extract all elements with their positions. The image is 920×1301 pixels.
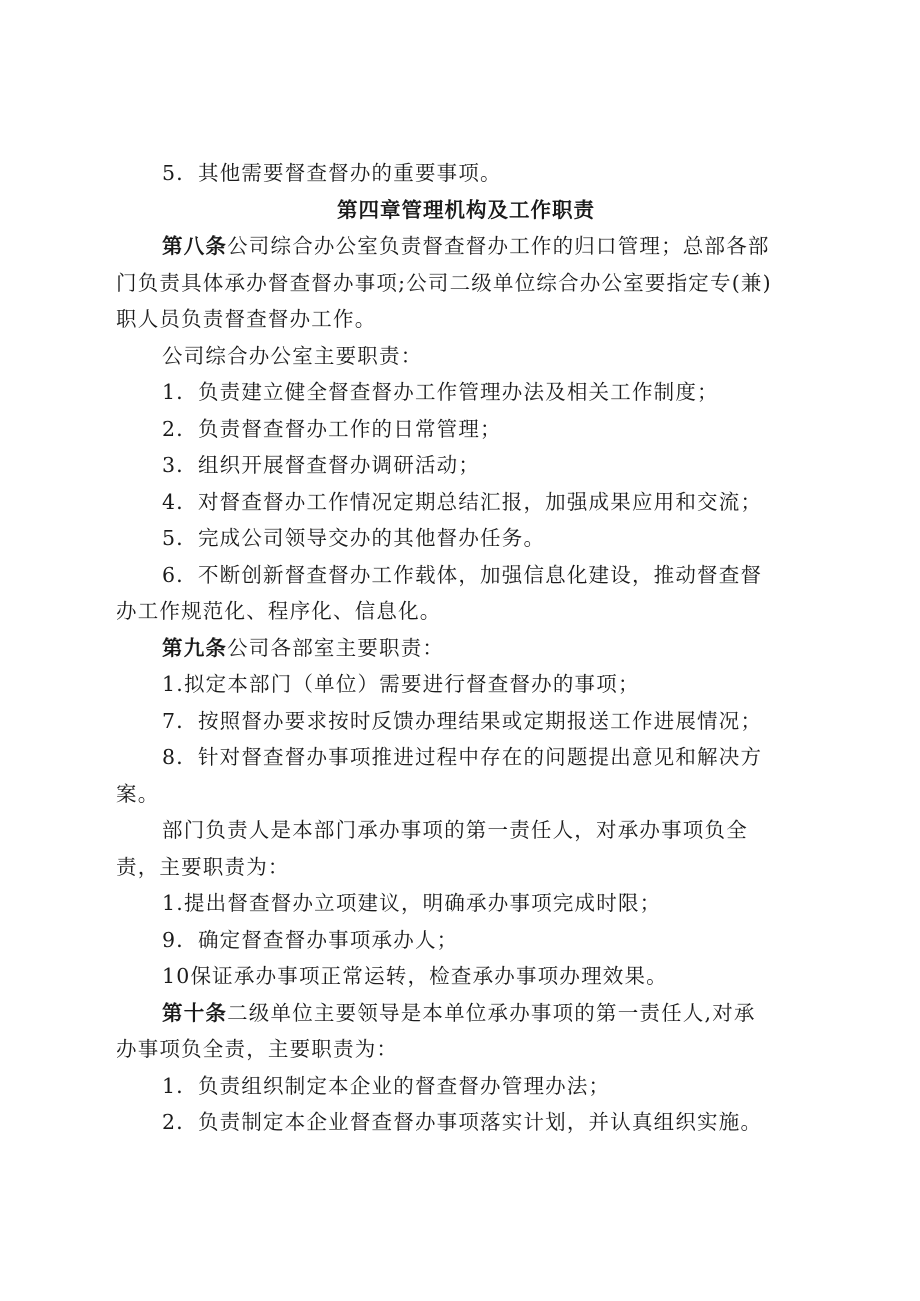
- dept-duty-7: 7．按照督办要求按时反馈办理结果或定期报送工作进展情况；: [162, 708, 763, 733]
- dept-head-duty-10: 10保证承办事项正常运转，检查承办事项办理效果。: [162, 964, 668, 988]
- office-duty-5: 5．完成公司领导交办的其他督办任务。: [162, 526, 546, 550]
- paragraph-item-5: 5．其他需要督查督办的重要事项。: [162, 161, 502, 185]
- unit-duty-2: 2．负责制定本企业督查督办事项落实计划，并认真组织实施。: [162, 1110, 763, 1134]
- article-10-line-1: [116, 995, 816, 1032]
- office-duty-4: 4．对督查督办工作情况定期总结汇报，加强成果应用和交流；: [162, 489, 763, 514]
- article-10-line-2: 办事项负全责，主要职责为：: [116, 1037, 399, 1061]
- dept-head-duty-1: 1.提出督查督办立项建议，明确承办事项完成时限；: [162, 891, 662, 915]
- dept-head-duty-9: 9．确定督查督办事项承办人；: [162, 927, 459, 952]
- office-duty-6-line-1: 6．不断创新督查督办工作载体，加强信息化建设，推动督查督: [162, 562, 763, 587]
- office-duty-6-line-2: 办工作规范化、程序化、信息化。: [116, 599, 442, 623]
- article-10-label: 第十条: [162, 1000, 228, 1025]
- article-9-text: 公司各部室主要职责：: [227, 635, 445, 660]
- dept-head-line-1: 部门负责人是本部门承办事项的第一责任人，对承办事项负全: [162, 818, 748, 842]
- office-duty-2: 2．负责督查督办工作的日常管理；: [162, 416, 502, 441]
- office-duty-1: 1．负责建立健全督查督办工作管理办法及相关工作制度；: [162, 380, 719, 404]
- article-8-line-2: 门负责具体承办督查督办事项;公司二级单位综合办公室要指定专(兼): [116, 270, 772, 295]
- article-9-line: [116, 630, 816, 667]
- office-duty-3: 3．组织开展督查督办调研活动；: [162, 453, 481, 477]
- article-10-text: 二级单位主要领导是本单位承办事项的第一责任人,对承: [227, 1000, 756, 1025]
- dept-duty-8-line-1: 8．针对督查督办事项推进过程中存在的问题提出意见和解决方: [162, 745, 763, 769]
- chapter-heading: 第四章管理机构及工作职责: [337, 197, 595, 222]
- office-duties-title: 公司综合办公室主要职责：: [162, 343, 423, 368]
- unit-duty-1: 1．负责组织制定本企业的督查督办管理办法；: [162, 1073, 611, 1098]
- document-page: [116, 155, 816, 1141]
- dept-duty-8-line-2: 案。: [116, 781, 160, 806]
- article-8-label: 第八条: [162, 234, 228, 258]
- article-8-line-1: [116, 228, 816, 265]
- dept-head-line-2: 责，主要职责为：: [116, 854, 290, 879]
- article-8-line-3: 职人员负责督查督办工作。: [116, 307, 377, 331]
- article-9-label: 第九条: [162, 635, 228, 660]
- dept-duty-1: 1.拟定本部门（单位）需要进行督查督办的事项；: [162, 672, 640, 696]
- article-8-text: 公司综合办公室负责督查督办工作的归口管理；总部各部: [227, 234, 770, 258]
